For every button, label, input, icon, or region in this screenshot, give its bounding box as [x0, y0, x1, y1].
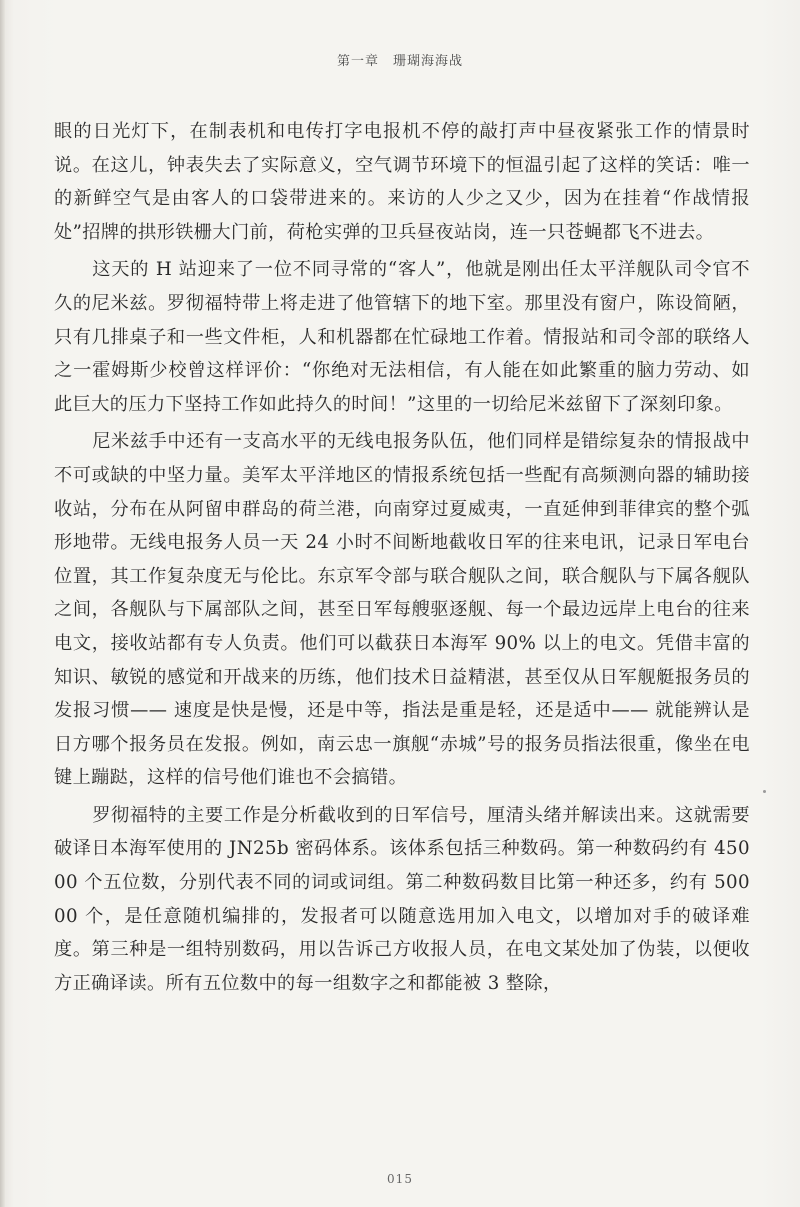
scan-speck [763, 790, 766, 793]
body-text [54, 115, 750, 1000]
paragraph: 罗彻福特的主要工作是分析截收到的日军信号，厘清头绪并解读出来。这就需要破译日本海军使用的 JN25b 密码体系。该体系包括三种数码。第一种数码约有 45000 个五位数，分别代表不同的词或词组。第二种数码数目比第一种还多，约有 50000 个，是任意随机编排的，发报者可以随意选用加入电文，以增加对手的破译难度。第三种是一组特别数码，用以告诉己方收报人员，在电文某处加了伪装，以便收方正确译读。所有五位数中的每一组数字之和都能被 3 整除， [54, 804, 750, 994]
binding-edge [0, 0, 5, 1207]
paragraph: 尼米兹手中还有一支高水平的无线电报务队伍，他们同样是错综复杂的情报战中不可或缺的中坚力量。美军太平洋地区的情报系统包括一些配有高频测向器的辅助接收站，分布在从阿留申群岛的荷兰港，向南穿过夏威夷，一直延伸到菲律宾的整个弧形地带。无线电报务人员一天 24 小时不间断地截收日军的往来电讯，记录日军电台位置，其工作复杂度无与伦比。东京军令部与联合舰队之间，联合舰队与下属各舰队之间，各舰队与下属部队之间，甚至日军每艘驱逐舰、每一个最边远岸上电台的往来电文，接收站都有专人负责。他们可以截获日本海军 90% 以上的电文。凭借丰富的知识、敏锐的感觉和开战来的历练，他们技术日益精湛，甚至仅从日军舰艇报务员的发报习惯—— 速度是快是慢，还是中等，指法是重是轻，还是适中—— 就能辨认是日方哪个报务员在发报。例如，南云忠一旗舰“赤城”号的报务员指法很重，像坐在电键上蹦跶，这样的信号他们谁也不会搞错。 [54, 431, 750, 789]
chapter-title: 珊瑚海海战 [393, 54, 464, 69]
paragraph: 这天的 H 站迎来了一位不同寻常的“客人”，他就是刚出任太平洋舰队司令官不久的尼米兹。罗彻福特带上将走进了他管辖下的地下室。那里没有窗户，陈设简陋，只有几排桌子和一些文件柜，人和机器都在忙碌地工作着。情报站和司令部的联络人之一霍姆斯少校曾这样评价：“你绝对无法相信，有人能在如此繁重的脑力劳动、如此巨大的压力下坚持工作如此持久的时间！”这里的一切给尼米兹留下了深刻印象。 [54, 259, 750, 415]
paragraph-continued: 眼的日光灯下，在制表机和电传打字电报机不停的敲打声中昼夜紧张工作的情景时说。在这儿，钟表失去了实际意义，空气调节环境下的恒温引起了这样的笑话：唯一的新鲜空气是由客人的口袋带进来的。来访的人少之又少，因为在挂着“作战情报处”招牌的拱形铁栅大门前，荷枪实弹的卫兵昼夜站岗，连一只苍蝇都飞不进去。 [54, 121, 750, 243]
running-header [0, 50, 800, 69]
chapter-number: 第一章 [336, 54, 379, 69]
page-number: 015 [387, 1172, 413, 1186]
